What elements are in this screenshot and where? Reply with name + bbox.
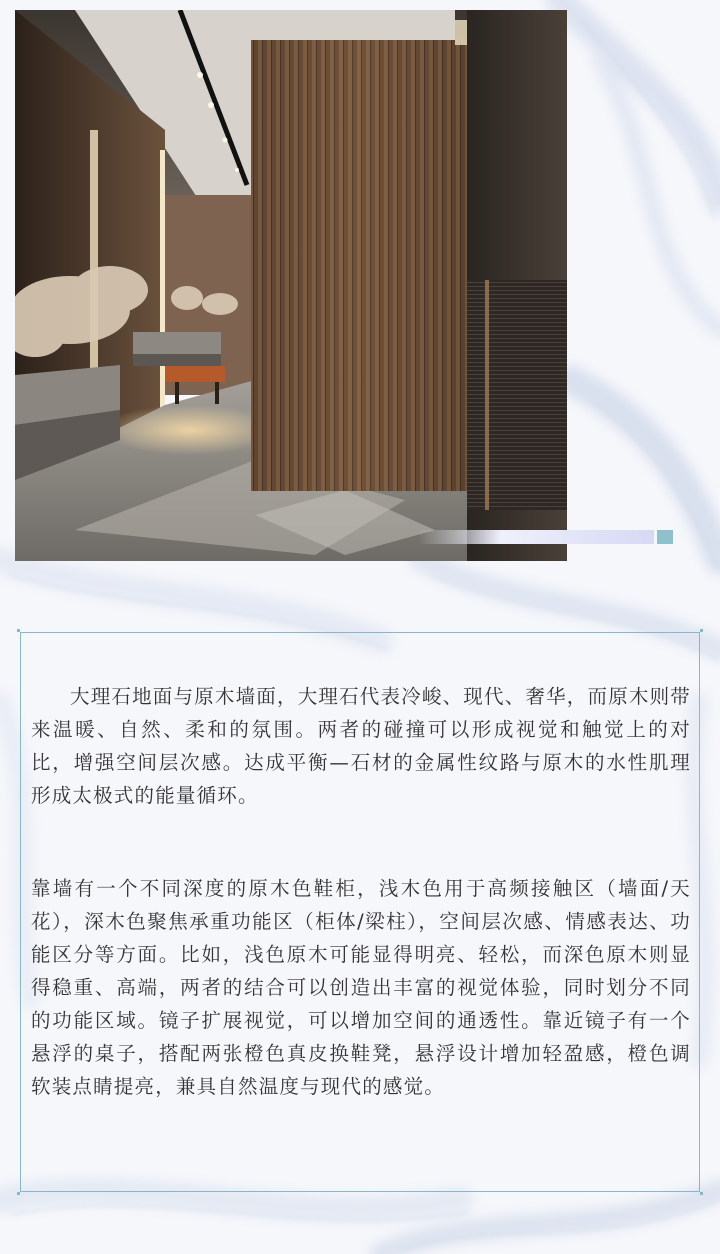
frame-corner-dot bbox=[17, 1192, 20, 1195]
decorative-accent-square bbox=[657, 530, 673, 544]
frame-bottom-border bbox=[20, 1191, 700, 1192]
paragraph-marble-and-wood: 大理石地面与原木墙面，大理石代表冷峻、现代、奢华，而原木则带来温暖、自然、柔和的氛围。两者的碰撞可以形成视觉和触觉上的对比，增强空间层次感。达成平衡—石材的金属性纹路与原木的水性肌理形成太极式的能量循环。 bbox=[31, 685, 692, 807]
frame-top-border bbox=[20, 632, 700, 633]
decorative-gradient-strip bbox=[418, 530, 654, 544]
frame-corner-dot bbox=[17, 629, 20, 632]
frame-right-border bbox=[699, 632, 700, 1192]
frame-left-border bbox=[20, 632, 21, 1192]
paragraph-shoe-cabinet: 靠墙有一个不同深度的原木色鞋柜，浅木色用于高频接触区（墙面/天花），深木色聚焦承重功能区（柜体/梁柱），空间层次感、情感表达、功能区分等方面。比如，浅色原木可能显得明亮、轻松，而深色原木则显得稳重、高端，两者的结合可以创造出丰富的视觉体验，同时划分不同的功能区域。镜子扩展视觉，可以增加空间的通透性。靠近镜子有一个悬浮的桌子，搭配两张橙色真皮换鞋凳，悬浮设计增加轻盈感，橙色调软装点睛提亮，兼具自然温度与现代的感觉。 bbox=[31, 877, 691, 1098]
interior-photo bbox=[15, 10, 567, 561]
article-body bbox=[31, 680, 691, 1103]
frame-corner-dot bbox=[700, 1192, 703, 1195]
frame-corner-dot bbox=[700, 629, 703, 632]
